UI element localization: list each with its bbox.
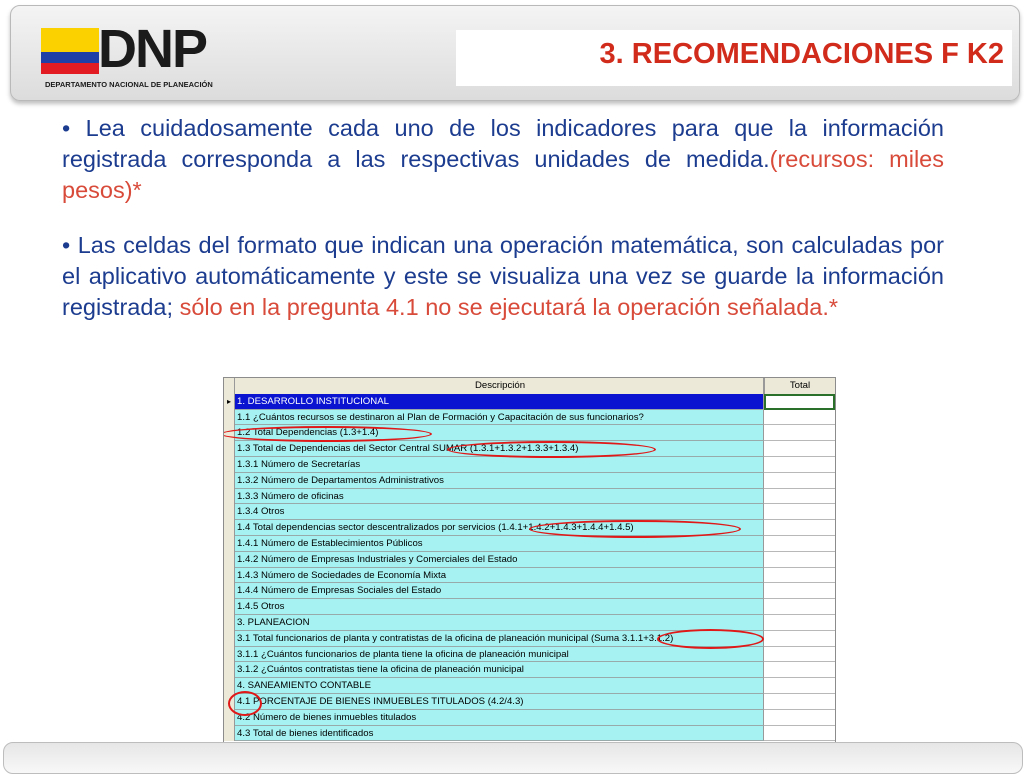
table-row[interactable] (224, 615, 835, 631)
annotation-circle (228, 691, 262, 716)
description-cell: 1.3 Total de Dependencias del Sector Central SUMAR (1.3.1+1.3.2+1.3.3+1.3.4) (235, 441, 764, 457)
description-cell: 4.2 Número de bienes inmuebles titulados (235, 710, 764, 726)
row-selector[interactable] (224, 726, 235, 742)
table-row[interactable] (224, 599, 835, 615)
total-cell[interactable] (764, 726, 835, 742)
row-selector[interactable] (224, 647, 235, 663)
description-cell: 1.4.2 Número de Empresas Industriales y Comerciales del Estado (235, 552, 764, 568)
column-header-total[interactable]: Total (764, 378, 835, 394)
total-cell[interactable] (764, 599, 835, 615)
table-row[interactable] (224, 647, 835, 663)
total-cell[interactable] (764, 441, 835, 457)
table-row[interactable] (224, 489, 835, 505)
description-cell: 1. DESARROLLO INSTITUCIONAL (235, 394, 764, 410)
description-cell: 1.4.4 Número de Empresas Sociales del Estado (235, 583, 764, 599)
description-cell: 1.3.2 Número de Departamentos Administrativos (235, 473, 764, 489)
row-selector[interactable] (224, 473, 235, 489)
table-row[interactable] (224, 473, 835, 489)
table-row[interactable] (224, 710, 835, 726)
total-cell[interactable] (764, 583, 835, 599)
row-selector[interactable] (224, 410, 235, 426)
total-cell[interactable] (764, 473, 835, 489)
bullet: • (62, 232, 71, 258)
row-selector[interactable] (224, 520, 235, 536)
dnp-logo (41, 19, 251, 92)
row-selector[interactable] (224, 583, 235, 599)
description-cell: 1.4.1 Número de Establecimientos Públicos (235, 536, 764, 552)
logo-text: DNP (98, 19, 207, 79)
row-selector[interactable] (224, 615, 235, 631)
row-selector[interactable] (224, 599, 235, 615)
table-row[interactable] (224, 504, 835, 520)
flag-yellow-stripe (41, 28, 99, 52)
description-cell: 1.4 Total dependencias sector descentralizados por servicios (1.4.1+1.4.2+1.4.3+1.4.4+1.4.5) (235, 520, 764, 536)
total-cell[interactable] (764, 457, 835, 473)
slide-title: 3. RECOMENDACIONES F K2 (599, 38, 1004, 70)
description-cell: 1.3.1 Número de Secretarías (235, 457, 764, 473)
total-cell[interactable] (764, 394, 835, 410)
table-row[interactable] (224, 583, 835, 599)
paragraph-text: Las celdas del formato que indican una operación matemática, son calculadas por el aplicativo automáticamente y este se visualiza una vez se guarde la información registrada; (62, 232, 944, 320)
total-cell[interactable] (764, 568, 835, 584)
row-selector[interactable] (224, 504, 235, 520)
total-cell[interactable] (764, 536, 835, 552)
description-cell: 3.1 Total funcionarios de planta y contratistas de la oficina de planeación municipal (Suma 3.1.1+3.1.2) (235, 631, 764, 647)
row-selector[interactable] (224, 457, 235, 473)
flag-blue-stripe (41, 52, 99, 63)
indicator-grid (223, 377, 836, 745)
logo-subtitle: DEPARTAMENTO NACIONAL DE PLANEACIÓN (45, 80, 213, 89)
paragraph-highlight: (recursos: miles pesos)* (62, 146, 944, 203)
description-cell: 3.1.1 ¿Cuántos funcionarios de planta tiene la oficina de planeación municipal (235, 647, 764, 663)
table-row[interactable] (224, 394, 835, 410)
table-row[interactable] (224, 678, 835, 694)
row-selector[interactable] (224, 631, 235, 647)
slide-header (10, 5, 1020, 101)
bullet: • (62, 115, 71, 141)
table-row[interactable] (224, 726, 835, 742)
table-row[interactable] (224, 536, 835, 552)
total-cell[interactable] (764, 489, 835, 505)
description-cell: 4.3 Total de bienes identificados (235, 726, 764, 742)
annotation-circle (447, 441, 656, 458)
description-cell: 3. PLANEACION (235, 615, 764, 631)
description-cell: 1.3.3 Número de oficinas (235, 489, 764, 505)
total-cell[interactable] (764, 504, 835, 520)
row-selector[interactable] (224, 552, 235, 568)
title-box (456, 30, 1012, 86)
description-cell: 1.4.5 Otros (235, 599, 764, 615)
paragraph-text: Lea cuidadosamente cada uno de los indicadores para que la información registrada corresponda a las respectivas unidades de medida. (62, 115, 944, 172)
table-row[interactable] (224, 694, 835, 710)
row-selector[interactable] (224, 441, 235, 457)
row-selector[interactable] (224, 662, 235, 678)
total-cell[interactable] (764, 694, 835, 710)
annotation-circle (657, 629, 764, 649)
table-row[interactable] (224, 552, 835, 568)
annotation-circle (223, 426, 432, 442)
row-selector[interactable] (224, 536, 235, 552)
row-selector[interactable] (224, 489, 235, 505)
total-cell[interactable] (764, 631, 835, 647)
description-cell: 4. SANEAMIENTO CONTABLE (235, 678, 764, 694)
total-cell[interactable] (764, 662, 835, 678)
description-cell: 1.1 ¿Cuántos recursos se destinaron al Plan de Formación y Capacitación de sus funcionarios? (235, 410, 764, 426)
total-cell[interactable] (764, 520, 835, 536)
row-selector[interactable] (224, 678, 235, 694)
description-cell: 1.4.3 Número de Sociedades de Economía Mixta (235, 568, 764, 584)
row-selector[interactable] (224, 568, 235, 584)
description-cell: 1.2 Total Dependencias (1.3+1.4) (235, 425, 764, 441)
footer-bar (3, 742, 1023, 774)
annotation-circle (529, 520, 741, 538)
table-row[interactable] (224, 662, 835, 678)
description-cell: 3.1.2 ¿Cuántos contratistas tiene la oficina de planeación municipal (235, 662, 764, 678)
flag-red-stripe (41, 63, 99, 74)
description-cell: 4.1 PORCENTAJE DE BIENES INMUEBLES TITULADOS (4.2/4.3) (235, 694, 764, 710)
paragraph-1 (62, 113, 944, 206)
paragraph-2 (62, 230, 944, 323)
description-cell: 1.3.4 Otros (235, 504, 764, 520)
total-cell[interactable] (764, 410, 835, 426)
total-cell[interactable] (764, 710, 835, 726)
total-cell[interactable] (764, 647, 835, 663)
column-header-descripcion[interactable]: Descripción (235, 378, 764, 394)
paragraph-highlight: sólo en la pregunta 4.1 no se ejecutará la operación señalada.* (179, 294, 839, 320)
total-cell[interactable] (764, 425, 835, 441)
table-row[interactable] (224, 568, 835, 584)
total-cell[interactable] (764, 552, 835, 568)
row-selector-header (224, 378, 235, 394)
table-row[interactable] (224, 410, 835, 426)
grid-header-row (224, 378, 835, 395)
row-selector[interactable]: ▸ (224, 394, 235, 410)
total-cell[interactable] (764, 615, 835, 631)
total-cell[interactable] (764, 678, 835, 694)
table-row[interactable] (224, 457, 835, 473)
